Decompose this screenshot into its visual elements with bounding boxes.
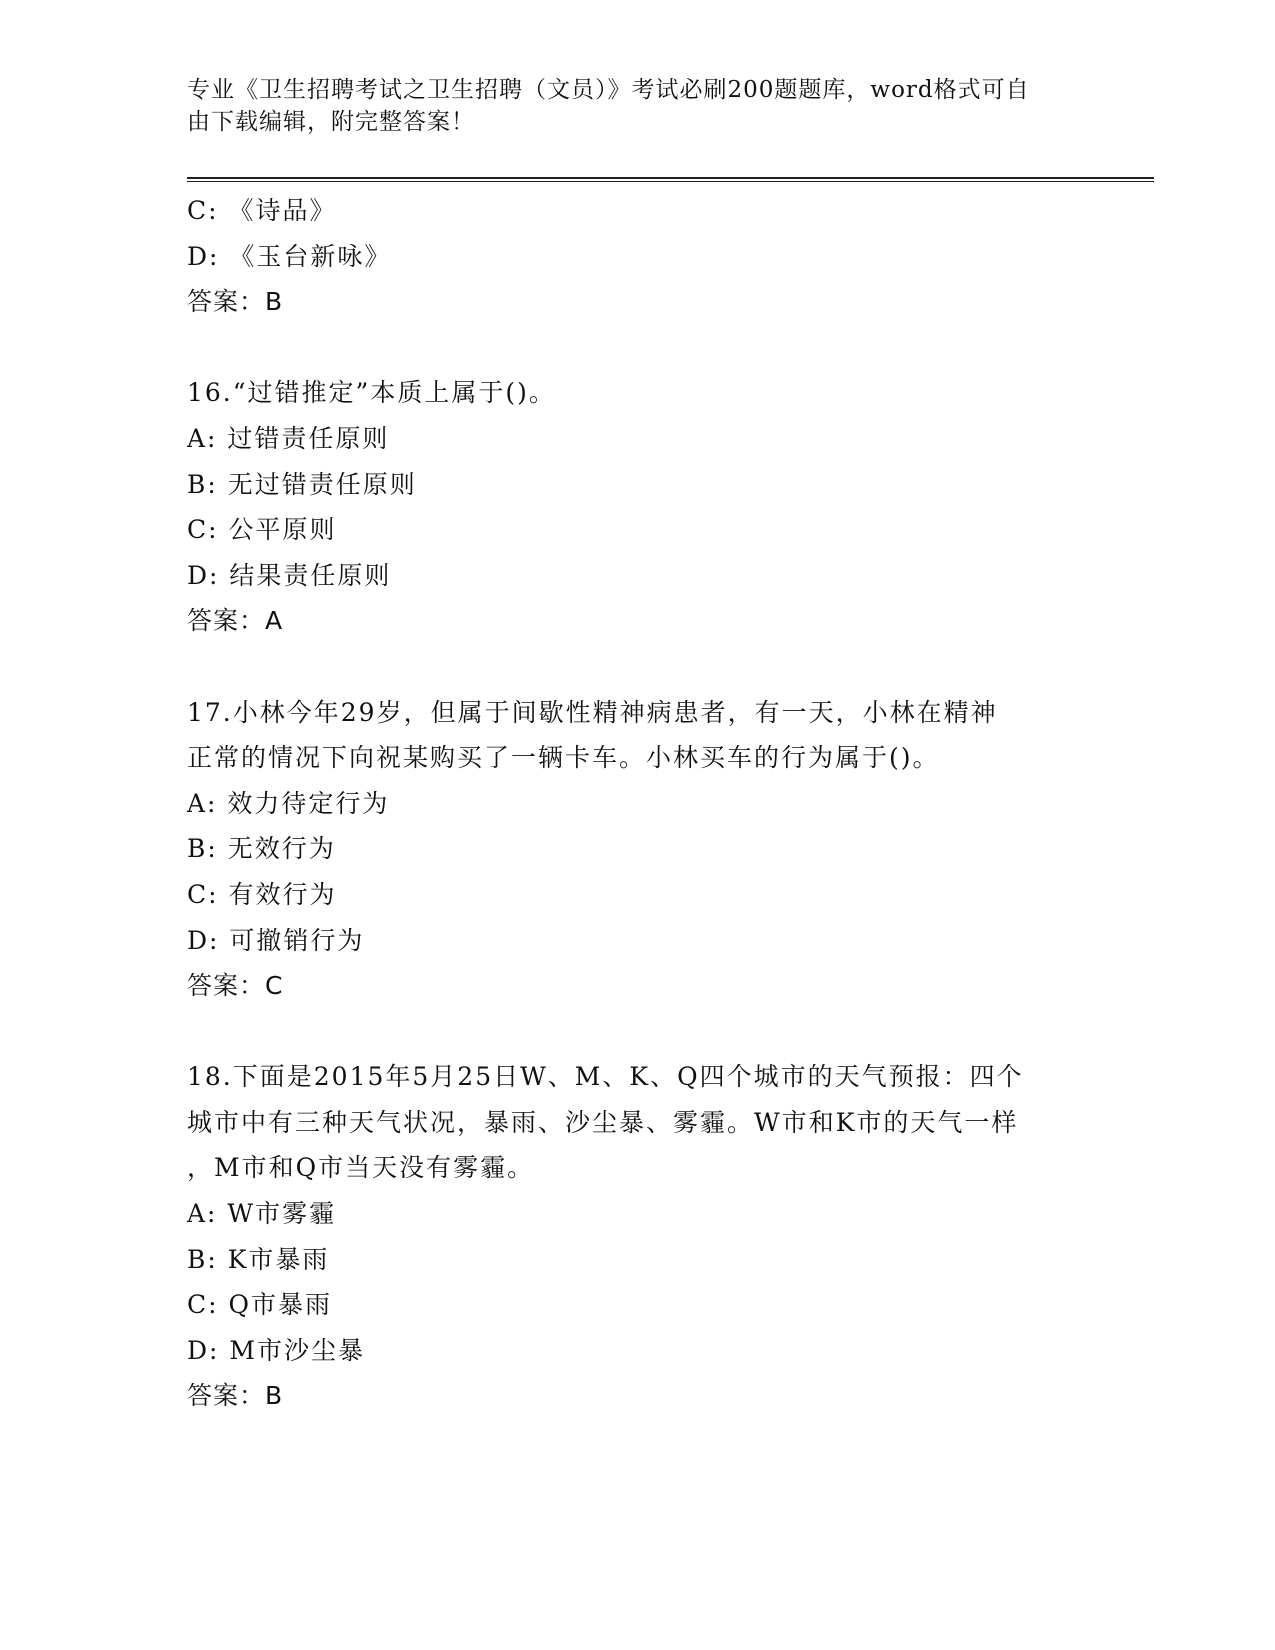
answer-line: 答案：A — [187, 606, 284, 636]
option-b: B: 无效行为 — [187, 834, 336, 864]
option-c: C: Q市暴雨 — [187, 1290, 332, 1320]
option-a: A: 效力待定行为 — [187, 788, 390, 818]
question-16 — [187, 370, 1087, 644]
question-stem: 16.“过错推定”本质上属于()。 — [187, 378, 556, 408]
spacer — [187, 644, 1087, 690]
question-stem: 18.下面是2015年5月25日W、M、K、Q四个城市的天气预报：四个 — [187, 1062, 1024, 1092]
option-a: A: 过错责任原则 — [187, 423, 390, 453]
question-list — [187, 188, 1087, 1419]
answer-line: 答案：C — [187, 971, 284, 1001]
answer-line: 答案：B — [187, 1381, 284, 1411]
question-stem: 17.小林今年29岁，但属于间歇性精神病患者，有一天，小林在精神 — [187, 697, 998, 727]
question-17 — [187, 690, 1087, 1009]
option-b: B: K市暴雨 — [187, 1244, 330, 1274]
answer-line: 答案：B — [187, 287, 284, 317]
option-d: D: 《玉台新咏》 — [187, 241, 392, 271]
question-stem-cont: 城市中有三种天气状况，暴雨、沙尘暴、雾霾。W市和K市的天气一样 — [187, 1107, 1019, 1137]
option-c: C: 公平原则 — [187, 515, 337, 545]
option-d: D: 结果责任原则 — [187, 560, 392, 590]
option-d: D: M市沙尘暴 — [187, 1335, 366, 1365]
option-d: D: 可撤销行为 — [187, 925, 365, 955]
option-b: B: 无过错责任原则 — [187, 469, 417, 499]
header-line-2: 由下载编辑，附完整答案！ — [187, 109, 475, 135]
option-a: A: W市雾霾 — [187, 1199, 337, 1229]
option-c: C: 有效行为 — [187, 879, 337, 909]
spacer — [187, 325, 1087, 371]
option-c: C: 《诗品》 — [187, 196, 337, 225]
header-line-1: 专业《卫生招聘考试之卫生招聘（文员）》考试必刷200题题库，word格式可自 — [187, 77, 1030, 103]
question-stem-cont: 正常的情况下向祝某购买了一辆卡车。小林买车的行为属于()。 — [187, 743, 940, 773]
header-divider — [187, 177, 1154, 182]
document-header — [187, 74, 1077, 138]
carryover-block — [187, 188, 1087, 325]
question-stem-cont: ，M市和Q市当天没有雾霾。 — [187, 1153, 535, 1183]
question-18 — [187, 1054, 1087, 1419]
spacer — [187, 1009, 1087, 1055]
